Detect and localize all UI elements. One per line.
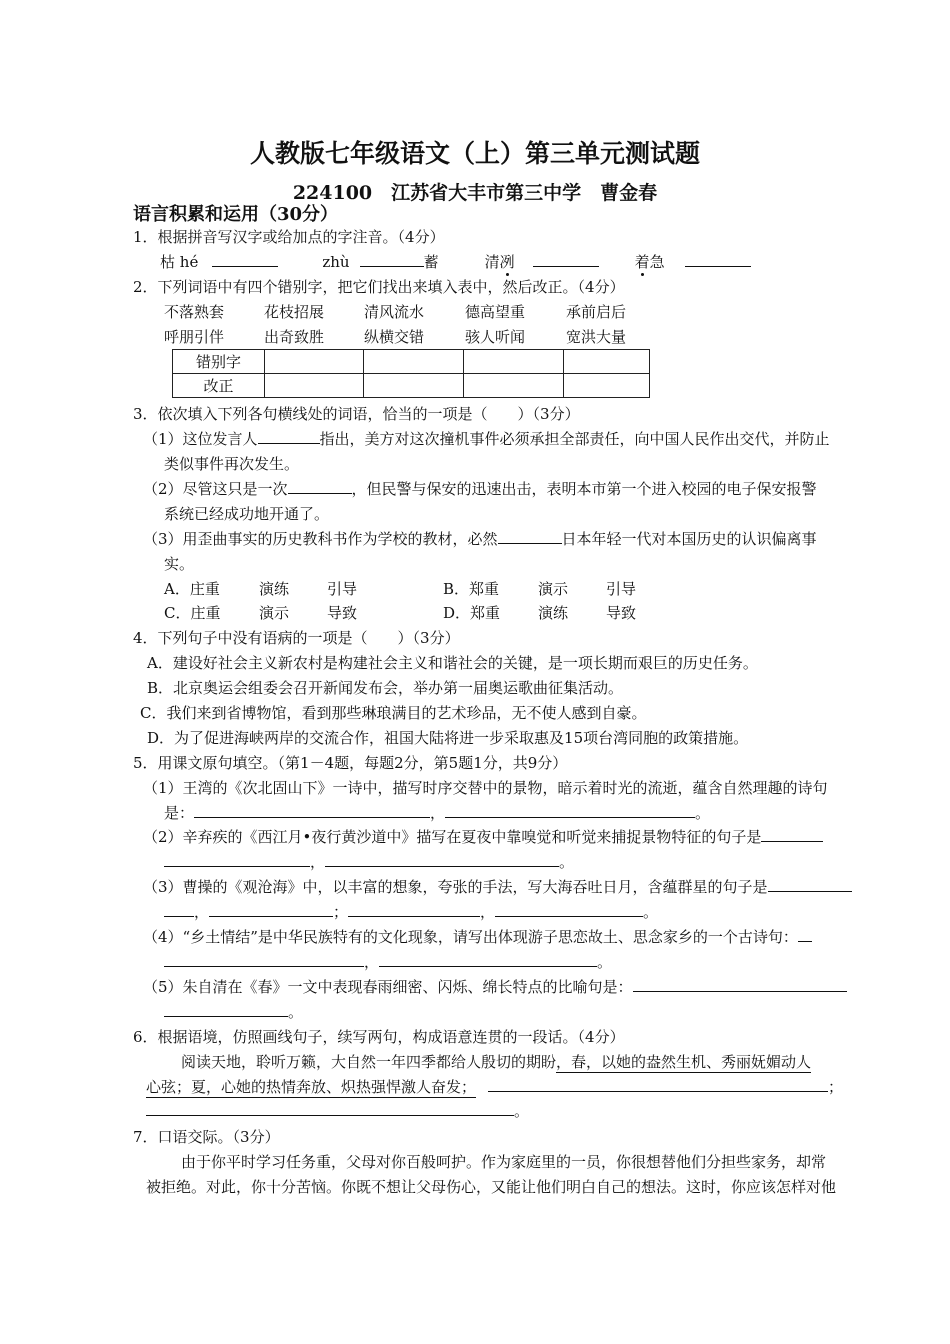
q6-passage-2: 心弦；夏，心她的热情奔放、炽热强悍激人奋发； ； (146, 1078, 844, 1096)
q1-item-1: 枯 hé (160, 253, 199, 271)
q2-word-2-3: 纵横交错 (364, 328, 425, 346)
q5-blank-5a[interactable] (633, 977, 847, 992)
q5-blank-2c[interactable] (325, 852, 559, 867)
q1-stem: 1．根据拼音写汉字或给加点的字注音。（4分） (133, 228, 445, 246)
q6-blank-1[interactable] (488, 1077, 828, 1092)
table-cell[interactable] (464, 374, 564, 398)
q2-stem: 2．下列词语中有四个错别字，把它们找出来填入表中，然后改正。（4分） (133, 278, 625, 296)
q6-underlined-b: 心弦；夏，心她的热情奔放、炽热强悍激人奋发； (146, 1078, 477, 1096)
author-line: 224100 江苏省大丰市第三中学 曹金春 (292, 182, 658, 204)
q3-blank-2[interactable] (288, 479, 352, 494)
table-cell[interactable] (265, 374, 364, 398)
q5-blank-3c[interactable] (209, 902, 333, 917)
q5-p4-answer: ， 。 (164, 952, 612, 972)
q7-text-2: 被拒绝。对此，你十分苦恼。你既不想让父母伤心，又能让他们明白自己的想法。这时，你应该怎样对他 (146, 1178, 837, 1196)
q7-stem: 7．口语交际。（3分） (133, 1128, 280, 1146)
q4-stem: 4．下列句子中没有语病的一项是（ ）（3分） (133, 629, 460, 647)
q5-p1-answer: 是： ， 。 (164, 804, 711, 822)
q2-word-1-4: 德高望重 (465, 303, 526, 321)
q3-s1: （1）这位发言人 指出，美方对这次撞机事件必须承担全部责任，向中国人民作出交代，并防止 (143, 430, 830, 448)
q1-item-2-word: 蓄 (423, 253, 439, 271)
table-cell[interactable] (564, 374, 650, 398)
q3-option-c[interactable]: C．庄重 (164, 604, 221, 622)
table-cell[interactable] (265, 350, 364, 374)
q2-word-1-2: 花枝招展 (264, 303, 325, 321)
q3-option-b-3: 引导 (606, 580, 637, 598)
q6-stem: 6．根据语境，仿照画线句子，续写两句，构成语意连贯的一段话。（4分） (133, 1028, 625, 1046)
q5-blank-4c[interactable] (379, 952, 597, 967)
q1-blank-1[interactable] (212, 252, 278, 267)
q2-word-2-2: 出奇致胜 (264, 328, 325, 346)
q5-blank-2b[interactable] (164, 852, 310, 867)
q4-option-b[interactable]: B．北京奥运会组委会召开新闻发布会，举办第一届奥运歌曲征集活动。 (147, 679, 624, 697)
q3-option-d[interactable]: D．郑重 (443, 604, 501, 622)
q4-option-a[interactable]: A．建设好社会主义新农村是构建社会主义和谐社会的关键，是一项长期而艰巨的历史任务。 (147, 654, 758, 672)
q5-blank-4b[interactable] (164, 952, 364, 967)
q2-word-1-5: 承前启后 (566, 303, 627, 321)
q3-s2-cont: 系统已经成功地开通了。 (164, 505, 330, 523)
q3-option-d-2: 演练 (538, 604, 569, 622)
q1-blank-2[interactable] (360, 252, 424, 267)
q2-word-2-1: 呼朋引伴 (164, 328, 225, 346)
q3-option-b-2: 演示 (538, 580, 569, 598)
q4-option-d[interactable]: D．为了促进海峡两岸的交流合作，祖国大陆将进一步采取惠及15项台湾同胞的政策措施。 (147, 729, 749, 747)
q5-blank-3e[interactable] (495, 902, 643, 917)
q2-word-2-5: 宽洪大量 (566, 328, 627, 346)
q5-p4: （4）“乡土情结”是中华民族特有的文化现象，请写出体现游子思恋故土、思念家乡的一个古诗句： (143, 927, 812, 947)
q1-items (160, 252, 751, 272)
table-label-wrong: 错别字 (173, 350, 265, 374)
q1-blank-3[interactable] (533, 252, 599, 267)
q3-blank-3[interactable] (498, 529, 562, 544)
q3-option-c-2: 演示 (259, 604, 290, 622)
q5-stem: 5．用课文原句填空。（第1－4题，每题2分，第5题1分，共9分） (133, 754, 568, 772)
q5-blank-3d[interactable] (348, 902, 480, 917)
q3-option-a-3: 引导 (327, 580, 358, 598)
q7-text-1: 由于你平时学习任务重，父母对你百般呵护。作为家庭里的一员，你很想替他们分担些家务，却常 (181, 1153, 827, 1171)
q1-item-2: zhù (322, 253, 350, 271)
q3-s1-cont: 类似事件再次发生。 (164, 455, 300, 473)
q1-item-4: 着急 (634, 253, 665, 271)
q3-option-a[interactable]: A．庄重 (164, 580, 220, 598)
q3-option-d-3: 导致 (606, 604, 637, 622)
q5-blank-2a[interactable] (761, 827, 823, 842)
section-heading: 语言积累和运用（30分） (133, 204, 339, 225)
q5-p3-answer: ， ； ， 。 (164, 902, 658, 922)
q1-item-3: 清冽 (484, 253, 515, 271)
q4-option-c[interactable]: C．我们来到省博物馆，看到那些琳琅满目的艺术珍品，无不使人感到自豪。 (140, 704, 647, 722)
q5-p5-answer: 。 (164, 1002, 303, 1022)
table-label-fix: 改正 (173, 374, 265, 398)
q3-s3-cont: 实。 (164, 555, 195, 573)
q5-blank-3a[interactable] (768, 877, 852, 892)
q5-blank-1a[interactable] (194, 803, 430, 818)
page-title: 人教版七年级语文（上）第三单元测试题 (249, 139, 700, 168)
table-cell[interactable] (364, 374, 464, 398)
q5-blank-3b[interactable] (164, 902, 194, 917)
q5-p5: （5）朱自清在《春》一文中表现春雨细密、闪烁、绵长特点的比喻句是： (143, 977, 847, 997)
q2-word-2-4: 骇人听闻 (465, 328, 526, 346)
q1-blank-4[interactable] (685, 252, 751, 267)
q5-p2: （2）辛弃疾的《西江月•夜行黄沙道中》描写在夏夜中靠嗅觉和听觉来捕捉景物特征的句子是 (143, 827, 823, 847)
q6-blank-2[interactable] (146, 1101, 514, 1116)
q3-option-c-3: 导致 (327, 604, 358, 622)
q5-p1: （1）王湾的《次北固山下》一诗中，描写时序交替中的景物，暗示着时光的流逝，蕴含自然理趣的诗句 (143, 779, 828, 797)
q3-s2: （2）尽管这只是一次 ，但民警与保安的迅速出击，表明本市第一个进入校园的电子保安报警 (143, 480, 817, 498)
q3-s3: （3）用歪曲事实的历史教科书作为学校的教材，必然 日本年轻一代对本国历史的认识偏离事 (143, 530, 817, 548)
q5-p2-answer: ， 。 (164, 852, 574, 872)
q2-word-1-3: 清风流水 (364, 303, 425, 321)
q6-underlined-a: ，春，以她的盎然生机、秀丽妩媚动人 (556, 1053, 812, 1071)
q2-word-1-1: 不落熟套 (164, 303, 225, 321)
table-cell[interactable] (464, 350, 564, 374)
correction-table (172, 349, 650, 398)
q5-blank-5b[interactable] (164, 1002, 288, 1017)
table-cell[interactable] (364, 350, 464, 374)
q6-answer: 。 (146, 1101, 529, 1121)
q3-blank-1[interactable] (258, 429, 320, 444)
q5-blank-4a[interactable] (798, 927, 812, 942)
q3-stem: 3．依次填入下列各句横线处的词语，恰当的一项是（ ）（3分） (133, 405, 580, 423)
table-cell[interactable] (564, 350, 650, 374)
q5-blank-1b[interactable] (445, 803, 695, 818)
q5-p3: （3）曹操的《观沧海》中，以丰富的想象，夸张的手法，写大海吞吐日月，含蕴群星的句子是 (143, 877, 852, 897)
q6-passage: 阅读天地，聆听万籁，大自然一年四季都给人殷切的期盼 ，春，以她的盎然生机、秀丽妩媚动人 (181, 1053, 812, 1071)
q3-option-b[interactable]: B．郑重 (443, 580, 500, 598)
q3-option-a-2: 演练 (259, 580, 290, 598)
